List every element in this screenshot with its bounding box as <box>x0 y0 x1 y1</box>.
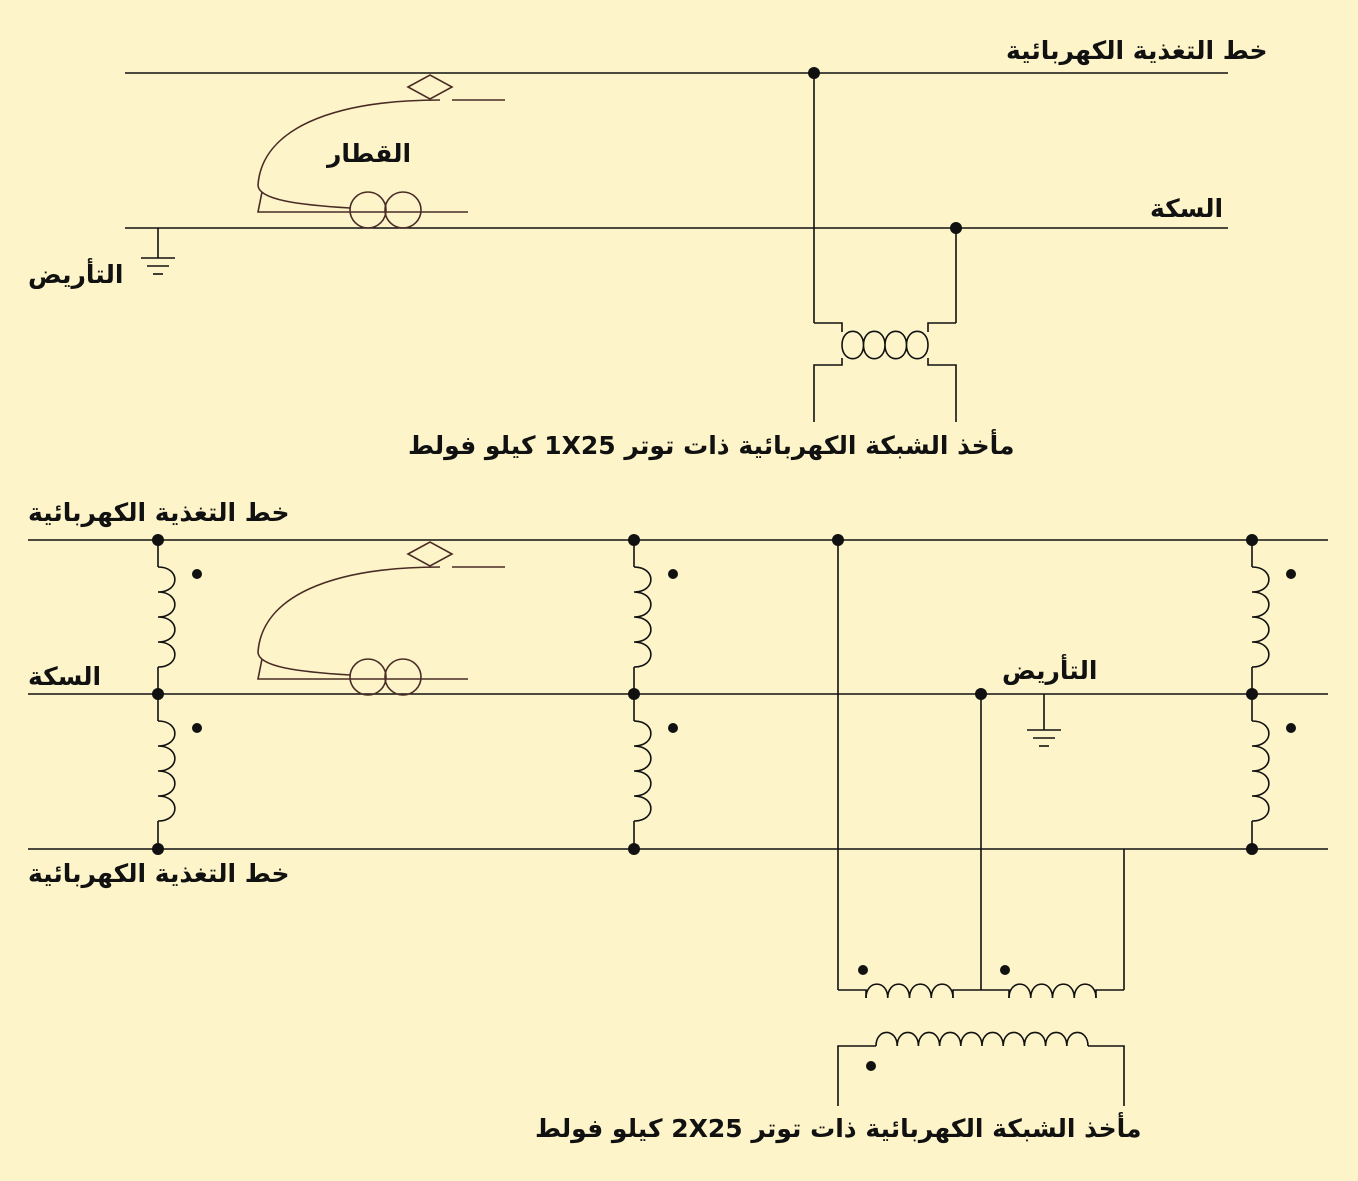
autotransformer-3-lower-polarity-dot <box>1286 723 1296 733</box>
autotransformer-3-upper-coil <box>1252 567 1269 667</box>
bottom-feeder-bottom-label: خط التغذية الكهربائية <box>28 859 290 888</box>
bottom-earth-label: التأريض <box>1002 656 1098 685</box>
bottom-transformer-sec2-lead-right <box>1096 990 1124 998</box>
bottom-train-body <box>258 567 440 675</box>
top-caption: مأخذ الشبكة الكهربائية ذات توتر 1X25 كيلو فولط <box>408 431 1015 460</box>
top-transformer-out-right <box>928 358 956 422</box>
bottom-train-wheel-rear <box>385 659 421 695</box>
top-earth-label: التأريض <box>28 260 124 289</box>
top-feeder-label: خط التغذية الكهربائية <box>1006 36 1268 65</box>
autotransformer-2-upper-coil <box>634 567 651 667</box>
autotransformer-2-lower-polarity-dot <box>668 723 678 733</box>
bottom-transformer-secondary-1 <box>866 984 953 998</box>
bottom-caption: مأخذ الشبكة الكهربائية ذات توتر 2X25 كيلو فولط <box>535 1114 1142 1143</box>
bottom-transformer-primary-polarity-dot <box>866 1061 876 1071</box>
bottom-transformer-primary-lead-left <box>838 1046 876 1106</box>
top-transformer-out-left <box>814 358 842 422</box>
autotransformer-1-upper-coil <box>158 567 175 667</box>
autotransformer-2-lower-coil <box>634 721 651 821</box>
autotransformer-2-upper-polarity-dot <box>668 569 678 579</box>
bottom-train-pantograph <box>408 542 452 566</box>
bottom-transformer-sec2-polarity-dot <box>1000 965 1010 975</box>
bottom-transformer-sec1-lead-left <box>838 990 866 998</box>
top-train-pantograph <box>408 75 452 99</box>
top-rail-label: السكة <box>1150 194 1224 223</box>
top-transformer-lead-left <box>814 323 842 332</box>
top-train-wheel-rear <box>385 192 421 228</box>
autotransformer-1-upper-polarity-dot <box>192 569 202 579</box>
top-train-label: القطار <box>327 139 412 168</box>
bottom-feeder-top-label: خط التغذية الكهربائية <box>28 498 290 527</box>
top-transformer-primary <box>842 331 928 345</box>
bottom-rail-label: السكة <box>28 662 102 691</box>
autotransformer-3-lower-coil <box>1252 721 1269 821</box>
bottom-transformer-sec-bridge <box>953 990 1009 998</box>
bottom-transformer-sec1-polarity-dot <box>858 965 868 975</box>
bottom-transformer-primary <box>876 1032 1088 1046</box>
bottom-train-wheel-front <box>350 659 386 695</box>
bottom-transformer-primary-lead-right <box>1088 1046 1124 1106</box>
autotransformer-1-lower-coil <box>158 721 175 821</box>
top-transformer-lead-right <box>928 323 956 332</box>
bottom-transformer-secondary-2 <box>1009 984 1096 998</box>
autotransformer-1-lower-polarity-dot <box>192 723 202 733</box>
top-train-wheel-front <box>350 192 386 228</box>
autotransformer-3-upper-polarity-dot <box>1286 569 1296 579</box>
top-transformer-secondary <box>842 345 928 359</box>
